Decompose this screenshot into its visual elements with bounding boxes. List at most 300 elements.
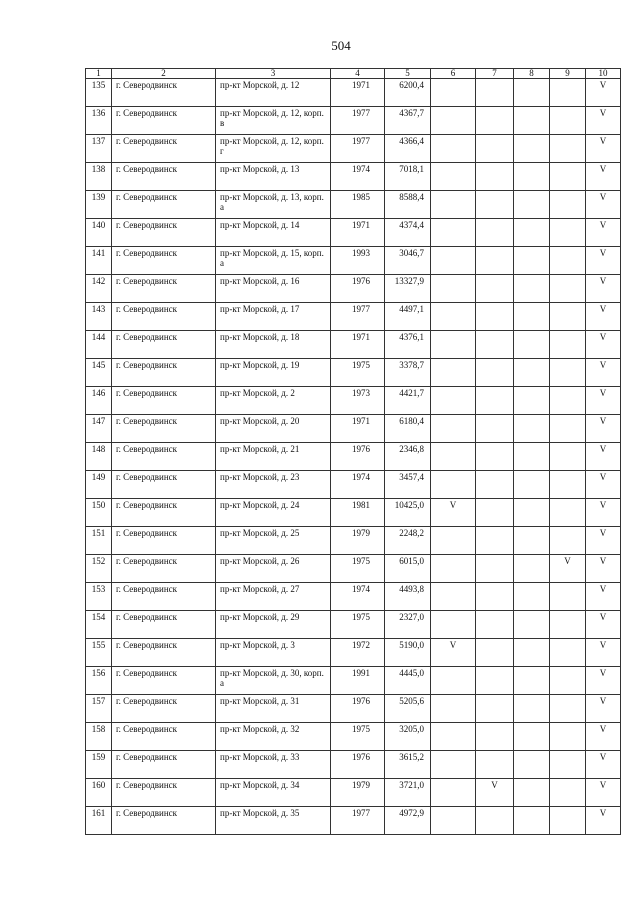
row-number: 151 (86, 527, 112, 555)
area-cell: 4376,1 (385, 331, 431, 359)
header-cell-6: 6 (431, 69, 476, 79)
mark-cell-6 (431, 555, 476, 583)
mark-cell-9 (550, 135, 586, 163)
row-number: 142 (86, 275, 112, 303)
address-cell: пр-кт Морской, д. 20 (216, 415, 331, 443)
mark-cell-10: V (586, 107, 621, 135)
row-number: 149 (86, 471, 112, 499)
mark-cell-6 (431, 807, 476, 835)
city-cell: г. Северодвинск (112, 275, 216, 303)
mark-cell-10: V (586, 583, 621, 611)
row-number: 159 (86, 751, 112, 779)
mark-cell-6 (431, 667, 476, 695)
mark-cell-6 (431, 331, 476, 359)
mark-cell-7 (476, 79, 514, 107)
mark-cell-8 (514, 723, 550, 751)
area-cell: 3205,0 (385, 723, 431, 751)
table-row (86, 583, 621, 611)
year-cell: 1971 (331, 79, 385, 107)
address-cell: пр-кт Морской, д. 32 (216, 723, 331, 751)
city-cell: г. Северодвинск (112, 443, 216, 471)
row-number: 148 (86, 443, 112, 471)
address-cell: пр-кт Морской, д. 15, корп. а (216, 247, 331, 275)
table-row (86, 79, 621, 107)
mark-cell-8 (514, 191, 550, 219)
header-cell-4: 4 (331, 69, 385, 79)
mark-cell-6 (431, 191, 476, 219)
mark-cell-7 (476, 107, 514, 135)
address-cell: пр-кт Морской, д. 33 (216, 751, 331, 779)
area-cell: 4445,0 (385, 667, 431, 695)
mark-cell-10: V (586, 275, 621, 303)
table-row (86, 751, 621, 779)
city-cell: г. Северодвинск (112, 331, 216, 359)
mark-cell-10: V (586, 191, 621, 219)
mark-cell-8 (514, 163, 550, 191)
mark-cell-6 (431, 275, 476, 303)
row-number: 147 (86, 415, 112, 443)
mark-cell-10: V (586, 331, 621, 359)
mark-cell-9 (550, 415, 586, 443)
year-cell: 1975 (331, 723, 385, 751)
area-cell: 4367,7 (385, 107, 431, 135)
table-body (86, 79, 621, 835)
page-number: 504 (331, 38, 351, 53)
row-number: 141 (86, 247, 112, 275)
mark-cell-6 (431, 695, 476, 723)
row-number: 146 (86, 387, 112, 415)
city-cell: г. Северодвинск (112, 611, 216, 639)
year-cell: 1972 (331, 639, 385, 667)
mark-cell-8 (514, 611, 550, 639)
mark-cell-9 (550, 219, 586, 247)
mark-cell-8 (514, 303, 550, 331)
table-row (86, 639, 621, 667)
mark-cell-7 (476, 303, 514, 331)
mark-cell-7 (476, 443, 514, 471)
city-cell: г. Северодвинск (112, 667, 216, 695)
mark-cell-8 (514, 695, 550, 723)
year-cell: 1981 (331, 499, 385, 527)
city-cell: г. Северодвинск (112, 219, 216, 247)
mark-cell-6 (431, 247, 476, 275)
mark-cell-9 (550, 639, 586, 667)
table-row (86, 499, 621, 527)
mark-cell-9 (550, 779, 586, 807)
mark-cell-10: V (586, 359, 621, 387)
address-cell: пр-кт Морской, д. 21 (216, 443, 331, 471)
mark-cell-8 (514, 331, 550, 359)
mark-cell-7 (476, 695, 514, 723)
area-cell: 3721,0 (385, 779, 431, 807)
row-number: 135 (86, 79, 112, 107)
table-row (86, 723, 621, 751)
city-cell: г. Северодвинск (112, 695, 216, 723)
year-cell: 1977 (331, 303, 385, 331)
table-row (86, 527, 621, 555)
year-cell: 1973 (331, 387, 385, 415)
mark-cell-6 (431, 219, 476, 247)
row-number: 156 (86, 667, 112, 695)
address-cell: пр-кт Морской, д. 27 (216, 583, 331, 611)
mark-cell-6: V (431, 499, 476, 527)
mark-cell-10: V (586, 779, 621, 807)
mark-cell-7 (476, 807, 514, 835)
mark-cell-6: V (431, 639, 476, 667)
area-cell: 4972,9 (385, 807, 431, 835)
row-number: 157 (86, 695, 112, 723)
address-cell: пр-кт Морской, д. 18 (216, 331, 331, 359)
address-cell: пр-кт Морской, д. 16 (216, 275, 331, 303)
area-cell: 7018,1 (385, 163, 431, 191)
mark-cell-9 (550, 107, 586, 135)
address-cell: пр-кт Морской, д. 17 (216, 303, 331, 331)
table-row (86, 247, 621, 275)
mark-cell-10: V (586, 695, 621, 723)
area-cell: 3457,4 (385, 471, 431, 499)
area-cell: 4421,7 (385, 387, 431, 415)
address-cell: пр-кт Морской, д. 30, корп. а (216, 667, 331, 695)
mark-cell-7 (476, 331, 514, 359)
city-cell: г. Северодвинск (112, 107, 216, 135)
city-cell: г. Северодвинск (112, 163, 216, 191)
header-cell-2: 2 (112, 69, 216, 79)
mark-cell-6 (431, 79, 476, 107)
mark-cell-6 (431, 527, 476, 555)
address-cell: пр-кт Морской, д. 12, корп. в (216, 107, 331, 135)
city-cell: г. Северодвинск (112, 751, 216, 779)
mark-cell-7 (476, 611, 514, 639)
year-cell: 1971 (331, 219, 385, 247)
mark-cell-9: V (550, 555, 586, 583)
row-number: 139 (86, 191, 112, 219)
mark-cell-8 (514, 135, 550, 163)
year-cell: 1979 (331, 779, 385, 807)
city-cell: г. Северодвинск (112, 583, 216, 611)
year-cell: 1974 (331, 163, 385, 191)
mark-cell-8 (514, 499, 550, 527)
address-cell: пр-кт Морской, д. 31 (216, 695, 331, 723)
year-cell: 1991 (331, 667, 385, 695)
area-cell: 6015,0 (385, 555, 431, 583)
table-row (86, 555, 621, 583)
year-cell: 1974 (331, 471, 385, 499)
mark-cell-7 (476, 359, 514, 387)
mark-cell-9 (550, 303, 586, 331)
header-cell-3: 3 (216, 69, 331, 79)
address-cell: пр-кт Морской, д. 19 (216, 359, 331, 387)
row-number: 152 (86, 555, 112, 583)
mark-cell-9 (550, 331, 586, 359)
table-row (86, 219, 621, 247)
mark-cell-7 (476, 527, 514, 555)
year-cell: 1976 (331, 443, 385, 471)
table-row (86, 387, 621, 415)
mark-cell-7 (476, 387, 514, 415)
address-cell: пр-кт Морской, д. 2 (216, 387, 331, 415)
mark-cell-7 (476, 751, 514, 779)
year-cell: 1993 (331, 247, 385, 275)
mark-cell-6 (431, 387, 476, 415)
table-row (86, 667, 621, 695)
row-number: 136 (86, 107, 112, 135)
table-row (86, 331, 621, 359)
mark-cell-10: V (586, 751, 621, 779)
city-cell: г. Северодвинск (112, 191, 216, 219)
row-number: 144 (86, 331, 112, 359)
area-cell: 3378,7 (385, 359, 431, 387)
row-number: 161 (86, 807, 112, 835)
mark-cell-7: V (476, 779, 514, 807)
header-cell-7: 7 (476, 69, 514, 79)
city-cell: г. Северодвинск (112, 527, 216, 555)
table-row (86, 779, 621, 807)
row-number: 154 (86, 611, 112, 639)
mark-cell-7 (476, 415, 514, 443)
mark-cell-7 (476, 135, 514, 163)
row-number: 145 (86, 359, 112, 387)
mark-cell-9 (550, 695, 586, 723)
address-cell: пр-кт Морской, д. 13 (216, 163, 331, 191)
mark-cell-9 (550, 471, 586, 499)
mark-cell-9 (550, 611, 586, 639)
mark-cell-8 (514, 807, 550, 835)
address-cell: пр-кт Морской, д. 14 (216, 219, 331, 247)
mark-cell-9 (550, 247, 586, 275)
mark-cell-9 (550, 583, 586, 611)
mark-cell-7 (476, 639, 514, 667)
mark-cell-8 (514, 415, 550, 443)
mark-cell-10: V (586, 499, 621, 527)
table-row (86, 415, 621, 443)
table-row (86, 163, 621, 191)
table-row (86, 359, 621, 387)
mark-cell-8 (514, 779, 550, 807)
mark-cell-9 (550, 499, 586, 527)
mark-cell-9 (550, 359, 586, 387)
year-cell: 1975 (331, 555, 385, 583)
year-cell: 1976 (331, 275, 385, 303)
row-number: 137 (86, 135, 112, 163)
year-cell: 1985 (331, 191, 385, 219)
row-number: 153 (86, 583, 112, 611)
mark-cell-9 (550, 667, 586, 695)
area-cell: 4374,4 (385, 219, 431, 247)
header-cell-5: 5 (385, 69, 431, 79)
mark-cell-10: V (586, 219, 621, 247)
column-number-header (86, 69, 621, 79)
city-cell: г. Северодвинск (112, 471, 216, 499)
mark-cell-8 (514, 387, 550, 415)
year-cell: 1975 (331, 611, 385, 639)
mark-cell-10: V (586, 135, 621, 163)
year-cell: 1975 (331, 359, 385, 387)
city-cell: г. Северодвинск (112, 387, 216, 415)
year-cell: 1979 (331, 527, 385, 555)
area-cell: 4497,1 (385, 303, 431, 331)
table-row (86, 135, 621, 163)
row-number: 155 (86, 639, 112, 667)
area-cell: 2346,8 (385, 443, 431, 471)
mark-cell-6 (431, 135, 476, 163)
year-cell: 1976 (331, 751, 385, 779)
address-cell: пр-кт Морской, д. 25 (216, 527, 331, 555)
table-row (86, 443, 621, 471)
mark-cell-10: V (586, 611, 621, 639)
area-cell: 2327,0 (385, 611, 431, 639)
mark-cell-7 (476, 219, 514, 247)
table-row (86, 471, 621, 499)
year-cell: 1971 (331, 415, 385, 443)
mark-cell-10: V (586, 555, 621, 583)
address-cell: пр-кт Морской, д. 24 (216, 499, 331, 527)
city-cell: г. Северодвинск (112, 723, 216, 751)
mark-cell-9 (550, 163, 586, 191)
mark-cell-6 (431, 723, 476, 751)
mark-cell-10: V (586, 387, 621, 415)
mark-cell-7 (476, 275, 514, 303)
address-cell: пр-кт Морской, д. 29 (216, 611, 331, 639)
year-cell: 1976 (331, 695, 385, 723)
mark-cell-6 (431, 359, 476, 387)
area-cell: 5190,0 (385, 639, 431, 667)
mark-cell-8 (514, 359, 550, 387)
mark-cell-10: V (586, 415, 621, 443)
mark-cell-6 (431, 163, 476, 191)
mark-cell-10: V (586, 163, 621, 191)
mark-cell-6 (431, 471, 476, 499)
address-cell: пр-кт Морской, д. 26 (216, 555, 331, 583)
mark-cell-8 (514, 247, 550, 275)
city-cell: г. Северодвинск (112, 639, 216, 667)
mark-cell-8 (514, 555, 550, 583)
row-number: 150 (86, 499, 112, 527)
year-cell: 1977 (331, 135, 385, 163)
city-cell: г. Северодвинск (112, 415, 216, 443)
address-cell: пр-кт Морской, д. 34 (216, 779, 331, 807)
row-number: 160 (86, 779, 112, 807)
mark-cell-9 (550, 443, 586, 471)
header-cell-9: 9 (550, 69, 586, 79)
city-cell: г. Северодвинск (112, 499, 216, 527)
address-cell: пр-кт Морской, д. 12 (216, 79, 331, 107)
mark-cell-7 (476, 555, 514, 583)
mark-cell-9 (550, 807, 586, 835)
mark-cell-10: V (586, 471, 621, 499)
address-cell: пр-кт Морской, д. 23 (216, 471, 331, 499)
mark-cell-6 (431, 443, 476, 471)
mark-cell-7 (476, 667, 514, 695)
mark-cell-6 (431, 107, 476, 135)
table-row (86, 611, 621, 639)
address-cell: пр-кт Морской, д. 13, корп. а (216, 191, 331, 219)
mark-cell-8 (514, 79, 550, 107)
mark-cell-7 (476, 191, 514, 219)
address-cell: пр-кт Морской, д. 35 (216, 807, 331, 835)
row-number: 158 (86, 723, 112, 751)
mark-cell-8 (514, 639, 550, 667)
year-cell: 1977 (331, 107, 385, 135)
header-cell-1: 1 (86, 69, 112, 79)
mark-cell-7 (476, 723, 514, 751)
table-row (86, 275, 621, 303)
address-cell: пр-кт Морской, д. 12, корп. г (216, 135, 331, 163)
year-cell: 1977 (331, 807, 385, 835)
mark-cell-6 (431, 303, 476, 331)
table-row (86, 807, 621, 835)
city-cell: г. Северодвинск (112, 79, 216, 107)
area-cell: 3046,7 (385, 247, 431, 275)
city-cell: г. Северодвинск (112, 135, 216, 163)
address-cell: пр-кт Морской, д. 3 (216, 639, 331, 667)
mark-cell-9 (550, 79, 586, 107)
city-cell: г. Северодвинск (112, 247, 216, 275)
mark-cell-10: V (586, 723, 621, 751)
mark-cell-9 (550, 723, 586, 751)
mark-cell-10: V (586, 639, 621, 667)
mark-cell-9 (550, 527, 586, 555)
year-cell: 1971 (331, 331, 385, 359)
area-cell: 3615,2 (385, 751, 431, 779)
mark-cell-8 (514, 751, 550, 779)
city-cell: г. Северодвинск (112, 779, 216, 807)
header-cell-10: 10 (586, 69, 621, 79)
mark-cell-8 (514, 667, 550, 695)
mark-cell-8 (514, 527, 550, 555)
mark-cell-10: V (586, 79, 621, 107)
table-row (86, 191, 621, 219)
housing-table (85, 68, 621, 835)
mark-cell-10: V (586, 247, 621, 275)
mark-cell-7 (476, 163, 514, 191)
mark-cell-7 (476, 471, 514, 499)
area-cell: 2248,2 (385, 527, 431, 555)
area-cell: 4366,4 (385, 135, 431, 163)
row-number: 143 (86, 303, 112, 331)
mark-cell-10: V (586, 667, 621, 695)
mark-cell-10: V (586, 807, 621, 835)
mark-cell-8 (514, 275, 550, 303)
row-number: 140 (86, 219, 112, 247)
city-cell: г. Северодвинск (112, 359, 216, 387)
area-cell: 10425,0 (385, 499, 431, 527)
city-cell: г. Северодвинск (112, 555, 216, 583)
mark-cell-8 (514, 443, 550, 471)
mark-cell-6 (431, 415, 476, 443)
area-cell: 5205,6 (385, 695, 431, 723)
mark-cell-6 (431, 583, 476, 611)
mark-cell-8 (514, 219, 550, 247)
mark-cell-9 (550, 387, 586, 415)
mark-cell-7 (476, 499, 514, 527)
table-row (86, 695, 621, 723)
table-row (86, 107, 621, 135)
year-cell: 1974 (331, 583, 385, 611)
area-cell: 8588,4 (385, 191, 431, 219)
area-cell: 6180,4 (385, 415, 431, 443)
area-cell: 6200,4 (385, 79, 431, 107)
mark-cell-10: V (586, 443, 621, 471)
mark-cell-9 (550, 751, 586, 779)
mark-cell-6 (431, 611, 476, 639)
city-cell: г. Северодвинск (112, 807, 216, 835)
mark-cell-7 (476, 247, 514, 275)
mark-cell-10: V (586, 303, 621, 331)
city-cell: г. Северодвинск (112, 303, 216, 331)
header-cell-8: 8 (514, 69, 550, 79)
mark-cell-9 (550, 275, 586, 303)
area-cell: 13327,9 (385, 275, 431, 303)
